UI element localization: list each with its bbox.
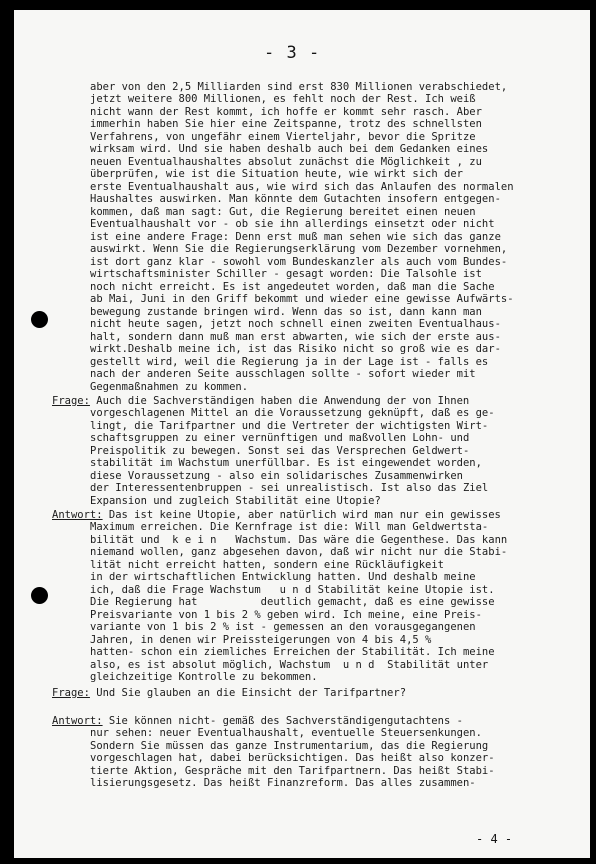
line-text: lingt, die Tarifpartner und die Vertreter der wichtigsten Wirt- bbox=[90, 419, 489, 432]
text-line bbox=[90, 118, 482, 130]
line-text: stabilität im Wachstum unerfüllbar. Es ist eingewendet worden, bbox=[90, 457, 482, 470]
line-text: neuen Eventualhaushaltes absolut zunächst die Möglichkeit , zu bbox=[90, 155, 482, 168]
text-line bbox=[90, 740, 488, 752]
text-line bbox=[90, 445, 469, 457]
text-line bbox=[90, 584, 495, 596]
text-line bbox=[90, 407, 495, 419]
text-line bbox=[90, 181, 514, 193]
text-line bbox=[90, 281, 495, 293]
page-number: - 3 - bbox=[264, 43, 321, 63]
line-text: auswirkt. Wenn Sie die Regierungserklärung vom Dezember vornehmen, bbox=[90, 243, 508, 256]
text-line bbox=[52, 715, 463, 727]
line-text: vorgeschlagenen Mittel an die Voraussetzung geknüpft, daß es ge- bbox=[90, 407, 495, 420]
line-text: immerhin haben Sie hier eine Zeitspanne, trotz des schnellsten bbox=[90, 118, 482, 131]
text-line bbox=[90, 521, 488, 533]
text-line bbox=[90, 609, 482, 621]
speaker-label: Frage: bbox=[52, 687, 90, 699]
line-text: Und Sie glauben an die Einsicht der Tarifpartner? bbox=[89, 687, 407, 699]
text-line bbox=[90, 571, 476, 583]
text-line bbox=[90, 765, 495, 777]
text-line bbox=[90, 256, 507, 268]
line-text: halt, sondern dann muß man erst abwarten, wie sich der erste aus- bbox=[90, 330, 501, 343]
text-line bbox=[90, 546, 507, 558]
text-line bbox=[90, 634, 431, 646]
line-text: vorgeschlagen hat, dabei berücksichtigen. Das heißt also konzer- bbox=[90, 752, 495, 765]
text-line bbox=[90, 168, 463, 180]
text-line bbox=[90, 534, 507, 546]
line-text: überprüfen, wie ist die Situation heute, wie wirkt sich der bbox=[90, 168, 463, 181]
text-line bbox=[90, 596, 495, 608]
text-line bbox=[90, 671, 318, 683]
line-text: aber von den 2,5 Milliarden sind erst 830 Millionen verabschiedet, bbox=[90, 81, 508, 93]
text-line bbox=[90, 218, 495, 230]
line-text: tierte Aktion, Gespräche mit den Tarifpartnern. Das heißt Stabi- bbox=[90, 764, 495, 777]
line-text: erste Eventualhaushalt aus, wie wird sich das Anlaufen des normalen bbox=[90, 180, 514, 193]
text-line bbox=[90, 93, 476, 105]
text-line bbox=[90, 752, 495, 764]
line-text: nur sehen: neuer Eventualhaushalt, eventuelle Steuersenkungen. bbox=[90, 727, 482, 740]
line-text: jetzt weitere 800 Millionen, es fehlt noch der Rest. Ich weiß bbox=[90, 93, 476, 106]
line-text: der Interessentenbruppen - sei unrealistisch. Ist also das Ziel bbox=[90, 482, 489, 495]
text-line bbox=[52, 687, 406, 699]
text-line bbox=[90, 621, 476, 633]
line-text: nach der anderen Seite ausschlagen sollte - sofort wieder mit bbox=[90, 368, 476, 381]
line-text: ist dort ganz klar - sowohl vom Bundeskanzler als auch vom Bundes- bbox=[90, 255, 508, 268]
line-text: noch nicht erreicht. Es ist angedeutet worden, daß man die Sache bbox=[90, 280, 495, 293]
line-text: Expansion und zugleich Stabilität eine Utopie? bbox=[90, 494, 381, 507]
text-line bbox=[90, 420, 488, 432]
line-text: Sondern Sie müssen das ganze Instrumentarium, das die Regierung bbox=[90, 739, 489, 752]
line-text: diese Voraussetzung - also ein solidarisches Zusammenwirken bbox=[90, 469, 463, 482]
line-text: Jahren, in denen wir Preissteigerungen von 4 bis 4,5 % bbox=[90, 633, 432, 646]
line-text: wirkt.Deshalb meine ich, ist das Risiko nicht so groß wie es dar- bbox=[90, 343, 501, 356]
text-line bbox=[90, 243, 507, 255]
text-line bbox=[90, 646, 495, 658]
line-text: also, es ist absolut möglich, Wachstum u n d Stabilität unter bbox=[90, 658, 489, 671]
text-line bbox=[90, 81, 507, 93]
text-line bbox=[90, 482, 488, 494]
text-line bbox=[90, 356, 488, 368]
line-text: Auch die Sachverständigen haben die Anwendung der von Ihnen bbox=[89, 395, 470, 407]
line-text: variante von 1 bis 2 % ist - gemessen an den vorausgegangenen bbox=[90, 621, 476, 634]
line-text: Die Regierung hat deutlich gemacht, daß es eine gewisse bbox=[90, 596, 495, 609]
line-text: schaftsgruppen zu einer vernünftigen und maßvollen Lohn- und bbox=[90, 432, 470, 445]
line-text: Maximum erreichen. Die Kernfrage ist die: Will man Geldwertsta- bbox=[90, 521, 489, 534]
text-line bbox=[90, 495, 381, 507]
text-line bbox=[90, 470, 463, 482]
line-text: lität nicht erreicht hatten, sondern eine Rückläufigkeit bbox=[90, 558, 445, 571]
line-text: Das ist keine Utopie, aber natürlich wird man nur ein gewisses bbox=[102, 509, 501, 521]
line-text: Sie können nicht- gemäß des Sachverständigengutachtens - bbox=[102, 715, 463, 727]
text-line bbox=[90, 306, 482, 318]
line-text: kommen, daß man sagt: Gut, die Regierung bereitet einen neuen bbox=[90, 205, 476, 218]
line-text: wirksam wird. Und sie haben deshalb auch bei dem Gedanken eines bbox=[90, 143, 489, 156]
text-line bbox=[90, 293, 514, 305]
line-text: nicht wann der Rest kommt, ich hoffe er kommt sehr rasch. Aber bbox=[90, 105, 482, 118]
text-line bbox=[90, 206, 476, 218]
text-line bbox=[52, 509, 501, 521]
line-text: niemand wollen, ganz abgesehen davon, daß wir nicht nur die Stabi- bbox=[90, 546, 508, 559]
text-line bbox=[90, 106, 482, 118]
line-text: hatten- schon ein ziemliches Erreichen der Stabilität. Ich meine bbox=[90, 646, 495, 659]
line-text: Preisvariante von 1 bis 2 % geben wird. Ich meine, eine Preis- bbox=[90, 608, 482, 621]
line-text: lisierungsgesetz. Das heißt Finanzreform. Das alles zusammen- bbox=[90, 777, 476, 790]
line-text: bilität und k e i n Wachstum. Das wäre die Gegenthese. Das kann bbox=[90, 533, 508, 546]
text-line bbox=[52, 395, 469, 407]
continuation-marker: - 4 - bbox=[476, 832, 513, 846]
line-text: in der wirtschaftlichen Entwicklung hatten. Und deshalb meine bbox=[90, 571, 476, 584]
text-line bbox=[90, 559, 444, 571]
line-text: ich, daß die Frage Wachstum u n d Stabilität keine Utopie ist. bbox=[90, 583, 495, 596]
text-line bbox=[90, 143, 488, 155]
line-text: ab Mai, Juni in den Griff bekommt und wieder eine gewisse Aufwärts- bbox=[90, 293, 514, 306]
line-text: Haushaltes auswirken. Man könnte dem Gutachten insofern entgegen- bbox=[90, 193, 501, 206]
speaker-label: Frage: bbox=[52, 395, 90, 407]
speaker-label: Antwort: bbox=[52, 715, 103, 727]
text-line bbox=[90, 156, 482, 168]
line-text: wirtschaftsminister Schiller - gesagt worden: Die Talsohle ist bbox=[90, 268, 482, 281]
text-line bbox=[90, 659, 488, 671]
line-text: ist eine andere Frage: Denn erst muß man sehen wie sich das ganze bbox=[90, 230, 501, 243]
text-line bbox=[90, 193, 501, 205]
line-text: Verfahrens, von ungefähr einem Vierteljahr, bevor die Spritze bbox=[90, 130, 476, 143]
punch-hole bbox=[31, 587, 48, 604]
punch-hole bbox=[31, 311, 48, 328]
text-line bbox=[90, 231, 501, 243]
text-line bbox=[90, 381, 248, 393]
text-line bbox=[90, 777, 476, 789]
line-text: Preispolitik zu bewegen. Sonst sei das Versprechen Geldwert- bbox=[90, 444, 470, 457]
line-text: nicht heute sagen, jetzt noch schnell einen zweiten Eventualhaus- bbox=[90, 318, 501, 331]
text-line bbox=[90, 727, 482, 739]
line-text: gleichzeitige Kontrolle zu bekommen. bbox=[90, 671, 318, 684]
text-line bbox=[90, 432, 469, 444]
line-text: gestellt wird, weil die Regierung ja in der Lage ist - falls es bbox=[90, 355, 489, 368]
text-line bbox=[90, 331, 501, 343]
line-text: bewegung zustande bringen wird. Wenn das so ist, dann kann man bbox=[90, 305, 482, 318]
speaker-label: Antwort: bbox=[52, 509, 103, 521]
text-line bbox=[90, 318, 501, 330]
line-text: Eventualhaushalt vor - ob sie ihn allerdings einsetzt oder nicht bbox=[90, 218, 495, 231]
text-line bbox=[90, 457, 482, 469]
text-line bbox=[90, 368, 476, 380]
typewritten-page bbox=[14, 10, 590, 858]
text-line bbox=[90, 343, 501, 355]
line-text: Gegenmaßnahmen zu kommen. bbox=[90, 380, 249, 393]
text-line bbox=[90, 268, 482, 280]
text-line bbox=[90, 131, 476, 143]
